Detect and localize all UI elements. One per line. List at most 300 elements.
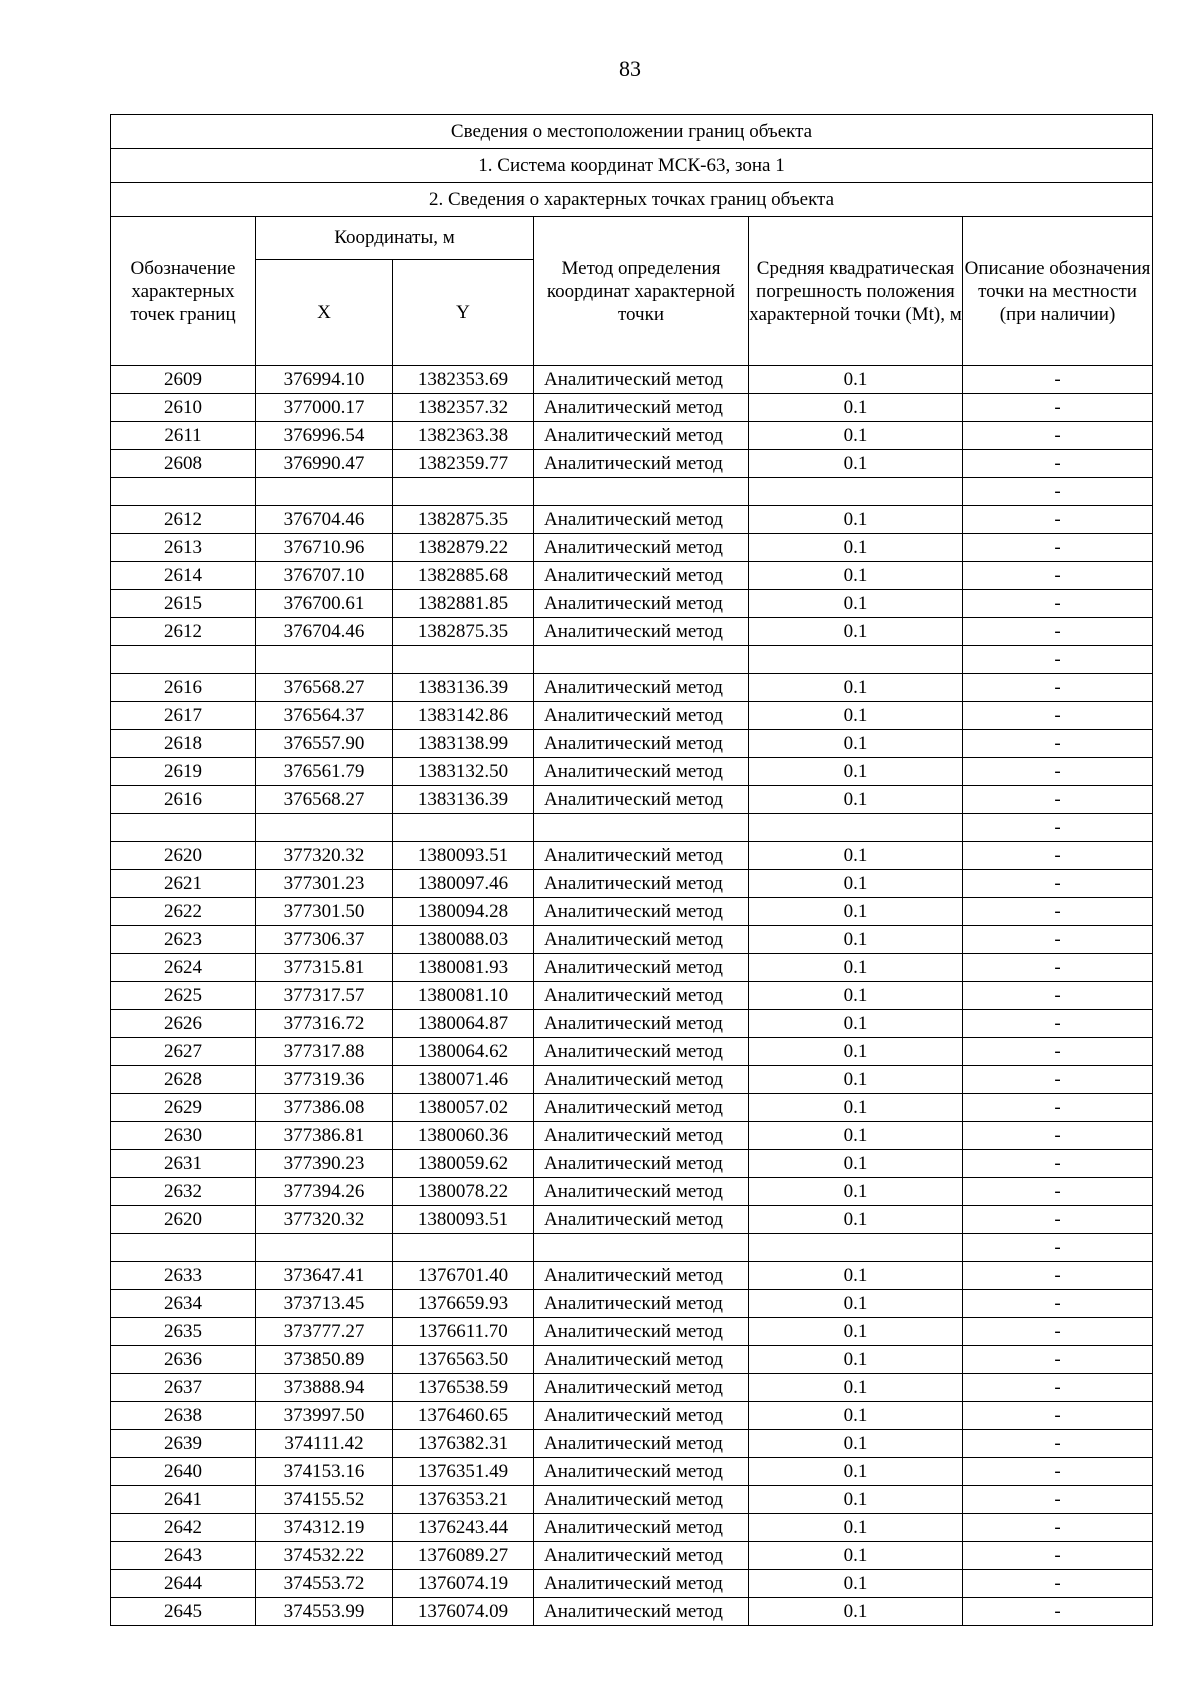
table-row [111,1234,1153,1262]
table-row [111,478,1153,506]
cell-point: 2621 [111,870,256,898]
cell-y: 1376351.49 [393,1458,534,1486]
header-error: Средняя квадратическая погрешность положения характерной точки (Mt), м [749,217,963,366]
cell-x: 377315.81 [256,954,393,982]
cell-point: 2637 [111,1374,256,1402]
cell-error: 0.1 [749,674,963,702]
cell-error: 0.1 [749,1430,963,1458]
cell-error: 0.1 [749,730,963,758]
cell-point: 2628 [111,1066,256,1094]
cell-point: 2608 [111,450,256,478]
cell-method: Аналитический метод [534,1374,749,1402]
cell-method: Аналитический метод [534,1514,749,1542]
cell-method: Аналитический метод [534,422,749,450]
table-row [111,1458,1153,1486]
cell-x: 377317.88 [256,1038,393,1066]
cell-description: - [963,506,1153,534]
page-number: 83 [619,56,641,81]
cell-point: 2617 [111,702,256,730]
table-row [111,982,1153,1010]
cell-description: - [963,1374,1153,1402]
cell-method: Аналитический метод [534,1262,749,1290]
cell-point: 2631 [111,1150,256,1178]
cell-point: 2627 [111,1038,256,1066]
cell-point: 2614 [111,562,256,590]
cell-point: 2630 [111,1122,256,1150]
table-row [111,394,1153,422]
cell-method: Аналитический метод [534,618,749,646]
cell-x: 376568.27 [256,674,393,702]
table-row [111,814,1153,842]
cell-method: Аналитический метод [534,1542,749,1570]
cell-point: 2626 [111,1010,256,1038]
table-row [111,1570,1153,1598]
cell-point: 2624 [111,954,256,982]
cell-method [534,646,749,674]
cell-error: 0.1 [749,1402,963,1430]
cell-description: - [963,366,1153,394]
cell-point: 2625 [111,982,256,1010]
cell-error: 0.1 [749,394,963,422]
table-row [111,870,1153,898]
cell-x: 377301.23 [256,870,393,898]
cell-description: - [963,478,1153,506]
cell-error: 0.1 [749,1514,963,1542]
cell-point: 2610 [111,394,256,422]
cell-error: 0.1 [749,590,963,618]
cell-x: 376700.61 [256,590,393,618]
cell-error: 0.1 [749,1178,963,1206]
cell-error: 0.1 [749,1570,963,1598]
cell-x: 376561.79 [256,758,393,786]
table-row [111,590,1153,618]
table-row [111,1010,1153,1038]
cell-description: - [963,814,1153,842]
cell-y: 1383136.39 [393,674,534,702]
cell-description: - [963,534,1153,562]
cell-y: 1376243.44 [393,1514,534,1542]
table-body [111,366,1153,1626]
cell-description: - [963,1290,1153,1318]
cell-method: Аналитический метод [534,758,749,786]
cell-y: 1383136.39 [393,786,534,814]
cell-method: Аналитический метод [534,1150,749,1178]
cell-error: 0.1 [749,786,963,814]
table-row [111,1430,1153,1458]
cell-point [111,1234,256,1262]
cell-y [393,646,534,674]
cell-description: - [963,1458,1153,1486]
table-row [111,646,1153,674]
cell-description: - [963,1598,1153,1626]
cell-y: 1380057.02 [393,1094,534,1122]
table-row [111,1066,1153,1094]
cell-error: 0.1 [749,758,963,786]
cell-x: 377000.17 [256,394,393,422]
cell-y: 1380093.51 [393,1206,534,1234]
cell-method: Аналитический метод [534,870,749,898]
cell-x [256,1234,393,1262]
cell-y: 1382885.68 [393,562,534,590]
boundary-points-table [110,114,1153,1626]
cell-method: Аналитический метод [534,450,749,478]
cell-error: 0.1 [749,1458,963,1486]
cell-method: Аналитический метод [534,786,749,814]
table-row [111,1178,1153,1206]
cell-point: 2615 [111,590,256,618]
cell-method: Аналитический метод [534,1178,749,1206]
cell-method [534,478,749,506]
cell-description: - [963,394,1153,422]
cell-description: - [963,422,1153,450]
table-row [111,1206,1153,1234]
cell-error: 0.1 [749,954,963,982]
cell-description: - [963,1206,1153,1234]
cell-x: 374111.42 [256,1430,393,1458]
cell-method: Аналитический метод [534,702,749,730]
cell-description: - [963,1122,1153,1150]
cell-error [749,814,963,842]
cell-y: 1382879.22 [393,534,534,562]
cell-error: 0.1 [749,1290,963,1318]
table-row [111,1290,1153,1318]
cell-description: - [963,702,1153,730]
cell-y: 1382875.35 [393,618,534,646]
cell-method: Аналитический метод [534,1570,749,1598]
cell-error: 0.1 [749,1038,963,1066]
cell-point [111,814,256,842]
header-coordinates: Координаты, м [256,217,534,260]
cell-y: 1376382.31 [393,1430,534,1458]
cell-x: 376990.47 [256,450,393,478]
cell-error: 0.1 [749,898,963,926]
table-row [111,1514,1153,1542]
cell-method: Аналитический метод [534,1346,749,1374]
cell-y: 1382363.38 [393,422,534,450]
cell-y: 1380081.93 [393,954,534,982]
cell-method: Аналитический метод [534,1318,749,1346]
table-title: Сведения о местоположении границ объекта [111,115,1153,149]
cell-error: 0.1 [749,1122,963,1150]
cell-x: 377316.72 [256,1010,393,1038]
cell-method: Аналитический метод [534,1598,749,1626]
cell-error: 0.1 [749,1542,963,1570]
table-row [111,1094,1153,1122]
cell-description: - [963,646,1153,674]
table-row [111,1318,1153,1346]
cell-x: 377317.57 [256,982,393,1010]
cell-y [393,478,534,506]
cell-description: - [963,1262,1153,1290]
cell-method: Аналитический метод [534,1430,749,1458]
cell-error: 0.1 [749,1206,963,1234]
cell-error: 0.1 [749,702,963,730]
cell-x: 376704.46 [256,618,393,646]
cell-description: - [963,450,1153,478]
table-row [111,926,1153,954]
cell-error [749,646,963,674]
table-row [111,1038,1153,1066]
cell-point: 2636 [111,1346,256,1374]
cell-description: - [963,674,1153,702]
cell-y: 1380081.10 [393,982,534,1010]
cell-method: Аналитический метод [534,842,749,870]
cell-x [256,814,393,842]
cell-x: 376996.54 [256,422,393,450]
cell-y: 1376659.93 [393,1290,534,1318]
cell-method: Аналитический метод [534,1010,749,1038]
table-row [111,898,1153,926]
table-row [111,506,1153,534]
header-x: X [256,260,393,366]
cell-x: 377386.81 [256,1122,393,1150]
cell-description: - [963,1094,1153,1122]
cell-x: 373850.89 [256,1346,393,1374]
cell-x: 376704.46 [256,506,393,534]
cell-y: 1376701.40 [393,1262,534,1290]
cell-description: - [963,898,1153,926]
cell-description: - [963,1234,1153,1262]
cell-error: 0.1 [749,982,963,1010]
cell-point [111,478,256,506]
cell-error: 0.1 [749,1374,963,1402]
cell-x: 373647.41 [256,1262,393,1290]
cell-error: 0.1 [749,366,963,394]
cell-y: 1380059.62 [393,1150,534,1178]
table-row [111,366,1153,394]
cell-x: 377320.32 [256,842,393,870]
cell-y: 1383132.50 [393,758,534,786]
cell-point: 2633 [111,1262,256,1290]
cell-y: 1376611.70 [393,1318,534,1346]
cell-description: - [963,1150,1153,1178]
cell-x: 376564.37 [256,702,393,730]
cell-description: - [963,954,1153,982]
cell-description: - [963,842,1153,870]
table-row [111,1402,1153,1430]
cell-error: 0.1 [749,1094,963,1122]
cell-y: 1380064.62 [393,1038,534,1066]
cell-method: Аналитический метод [534,534,749,562]
cell-method: Аналитический метод [534,1458,749,1486]
cell-point: 2619 [111,758,256,786]
cell-y [393,1234,534,1262]
cell-x: 377386.08 [256,1094,393,1122]
table-row [111,842,1153,870]
cell-error: 0.1 [749,1598,963,1626]
cell-description: - [963,590,1153,618]
cell-x: 376707.10 [256,562,393,590]
cell-x: 374553.72 [256,1570,393,1598]
cell-x: 377390.23 [256,1150,393,1178]
cell-x: 374553.99 [256,1598,393,1626]
cell-point: 2622 [111,898,256,926]
cell-y: 1376074.09 [393,1598,534,1626]
cell-point: 2635 [111,1318,256,1346]
cell-y: 1380064.87 [393,1010,534,1038]
table-row [111,954,1153,982]
table-row [111,450,1153,478]
cell-method: Аналитический метод [534,1290,749,1318]
cell-method: Аналитический метод [534,1206,749,1234]
cell-point: 2612 [111,618,256,646]
cell-y: 1376538.59 [393,1374,534,1402]
table-row [111,1598,1153,1626]
cell-error: 0.1 [749,1150,963,1178]
cell-y: 1382359.77 [393,450,534,478]
cell-y: 1380093.51 [393,842,534,870]
cell-error: 0.1 [749,870,963,898]
cell-y: 1380071.46 [393,1066,534,1094]
cell-method: Аналитический метод [534,898,749,926]
table-row [111,1486,1153,1514]
cell-error: 0.1 [749,562,963,590]
cell-method: Аналитический метод [534,1486,749,1514]
cell-method: Аналитический метод [534,1402,749,1430]
cell-error: 0.1 [749,842,963,870]
cell-error: 0.1 [749,534,963,562]
cell-description: - [963,1542,1153,1570]
cell-y: 1376353.21 [393,1486,534,1514]
cell-x: 377306.37 [256,926,393,954]
cell-point: 2616 [111,674,256,702]
cell-method: Аналитический метод [534,1094,749,1122]
cell-x: 374155.52 [256,1486,393,1514]
cell-y: 1380094.28 [393,898,534,926]
cell-x: 373713.45 [256,1290,393,1318]
cell-error: 0.1 [749,926,963,954]
cell-description: - [963,1514,1153,1542]
cell-description: - [963,562,1153,590]
cell-method: Аналитический метод [534,926,749,954]
cell-method: Аналитический метод [534,730,749,758]
cell-description: - [963,1570,1153,1598]
cell-x: 373777.27 [256,1318,393,1346]
cell-description: - [963,982,1153,1010]
cell-description: - [963,870,1153,898]
cell-point: 2638 [111,1402,256,1430]
table-row [111,422,1153,450]
cell-x: 373997.50 [256,1402,393,1430]
cell-description: - [963,1346,1153,1374]
table-row [111,1122,1153,1150]
cell-x: 374153.16 [256,1458,393,1486]
cell-y: 1382881.85 [393,590,534,618]
cell-error: 0.1 [749,1346,963,1374]
cell-x: 376568.27 [256,786,393,814]
cell-point: 2644 [111,1570,256,1598]
cell-point: 2642 [111,1514,256,1542]
table-row [111,618,1153,646]
cell-error: 0.1 [749,1318,963,1346]
cell-y: 1376563.50 [393,1346,534,1374]
cell-point: 2640 [111,1458,256,1486]
header-description: Описание обозначения точки на местности (при наличии) [963,217,1153,366]
cell-error: 0.1 [749,422,963,450]
cell-point: 2616 [111,786,256,814]
table-row [111,534,1153,562]
coordinate-system-title: 1. Система координат МСК-63, зона 1 [111,149,1153,183]
table-row [111,674,1153,702]
cell-error: 0.1 [749,1262,963,1290]
header-point: Обозначение характерных точек границ [111,217,256,366]
cell-x [256,478,393,506]
cell-point: 2629 [111,1094,256,1122]
cell-description: - [963,730,1153,758]
table-row [111,1150,1153,1178]
cell-x: 376994.10 [256,366,393,394]
cell-point: 2634 [111,1290,256,1318]
cell-x: 377394.26 [256,1178,393,1206]
cell-x [256,646,393,674]
cell-method: Аналитический метод [534,1038,749,1066]
cell-description: - [963,1486,1153,1514]
cell-y: 1380088.03 [393,926,534,954]
cell-x: 377319.36 [256,1066,393,1094]
cell-y [393,814,534,842]
cell-method: Аналитический метод [534,1066,749,1094]
cell-error: 0.1 [749,450,963,478]
table-row [111,1542,1153,1570]
cell-point: 2620 [111,1206,256,1234]
cell-x: 376710.96 [256,534,393,562]
cell-method: Аналитический метод [534,954,749,982]
cell-description: - [963,1066,1153,1094]
table-row [111,562,1153,590]
cell-method: Аналитический метод [534,394,749,422]
cell-point: 2611 [111,422,256,450]
cell-x: 377320.32 [256,1206,393,1234]
cell-error: 0.1 [749,1486,963,1514]
header-method: Метод определения координат характерной точки [534,217,749,366]
cell-point: 2643 [111,1542,256,1570]
cell-y: 1376074.19 [393,1570,534,1598]
cell-error [749,478,963,506]
cell-x: 374532.22 [256,1542,393,1570]
cell-description: - [963,1038,1153,1066]
cell-description: - [963,786,1153,814]
cell-method: Аналитический метод [534,1122,749,1150]
cell-method: Аналитический метод [534,590,749,618]
table-row [111,730,1153,758]
cell-point: 2632 [111,1178,256,1206]
cell-point: 2609 [111,366,256,394]
cell-point: 2618 [111,730,256,758]
table-row [111,786,1153,814]
cell-x: 377301.50 [256,898,393,926]
cell-description: - [963,1430,1153,1458]
cell-error [749,1234,963,1262]
cell-point: 2612 [111,506,256,534]
cell-error: 0.1 [749,1066,963,1094]
cell-method: Аналитический метод [534,506,749,534]
cell-y: 1380078.22 [393,1178,534,1206]
cell-description: - [963,1010,1153,1038]
cell-y: 1382357.32 [393,394,534,422]
cell-method: Аналитический метод [534,982,749,1010]
table-row [111,1374,1153,1402]
cell-point [111,646,256,674]
cell-error: 0.1 [749,506,963,534]
table-row [111,702,1153,730]
cell-y: 1376089.27 [393,1542,534,1570]
cell-y: 1383142.86 [393,702,534,730]
cell-method [534,1234,749,1262]
cell-point: 2623 [111,926,256,954]
cell-description: - [963,1402,1153,1430]
header-y: Y [393,260,534,366]
cell-x: 373888.94 [256,1374,393,1402]
